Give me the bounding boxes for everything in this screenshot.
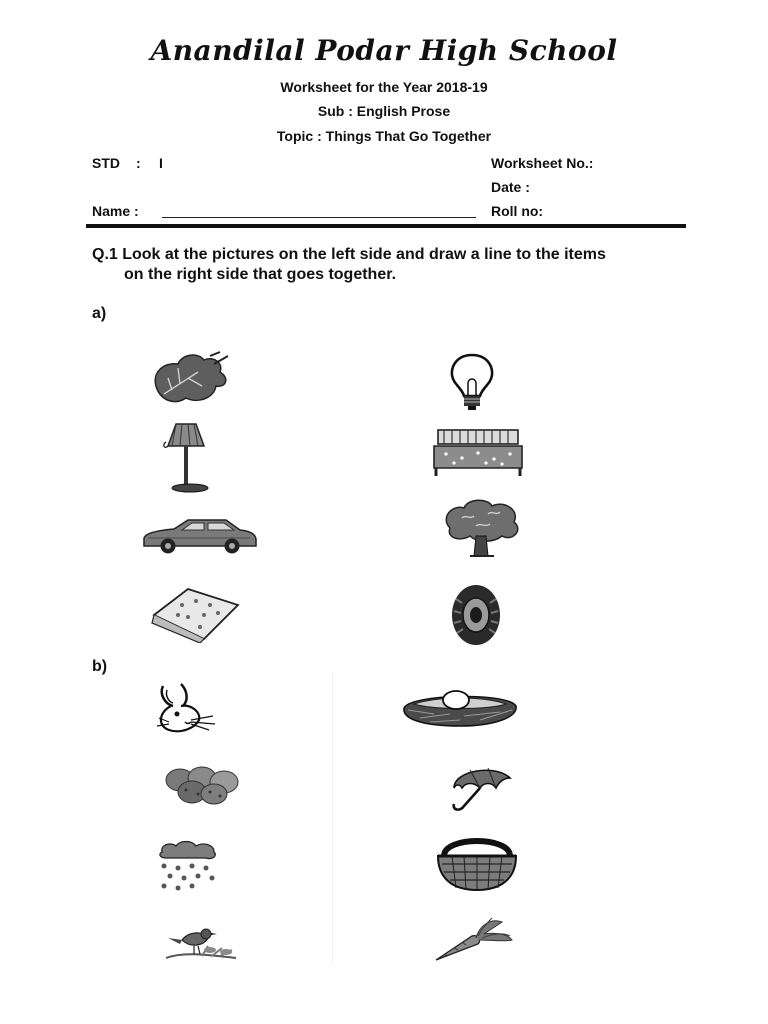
question-1-line-2: on the right side that goes together.	[124, 266, 397, 283]
std-colon: :	[136, 155, 141, 171]
subject: Sub : English Prose	[317, 103, 451, 119]
std-value: I	[159, 155, 163, 171]
worksheet-year: Worksheet for the Year 2018-19	[280, 79, 488, 95]
scan-fold-line	[332, 672, 333, 964]
name-label: Name :	[92, 203, 139, 219]
rain-cloud-icon[interactable]	[156, 838, 222, 894]
question-1	[92, 245, 652, 285]
car-icon[interactable]	[140, 516, 258, 556]
date-label: Date :	[491, 179, 530, 195]
tyre-icon[interactable]	[448, 583, 504, 647]
std-label: STD	[92, 155, 120, 171]
bird-icon[interactable]	[162, 922, 240, 964]
light-bulb-icon[interactable]	[448, 352, 496, 412]
header-divider	[86, 224, 686, 228]
worksheet-no-label: Worksheet No.:	[491, 155, 594, 171]
tree-icon[interactable]	[440, 498, 524, 560]
question-1-line-1: Q.1 Look at the pictures on the left side and draw a line to the items	[92, 246, 606, 263]
eggs-icon[interactable]	[160, 764, 242, 806]
basket-icon[interactable]	[434, 832, 520, 894]
school-name: Anandilal Podar High School	[150, 34, 618, 67]
bed-icon[interactable]	[432, 428, 524, 478]
pillow-icon[interactable]	[148, 585, 242, 643]
umbrella-icon[interactable]	[440, 762, 514, 814]
rabbit-icon[interactable]	[155, 682, 219, 734]
name-blank-line	[162, 217, 476, 218]
section-a-label: a)	[92, 305, 107, 322]
table-lamp-icon[interactable]	[158, 420, 214, 496]
topic: Topic : Things That Go Together	[276, 128, 492, 144]
roll-no-label: Roll no:	[491, 203, 544, 219]
leaf-icon[interactable]	[150, 350, 232, 408]
nest-icon[interactable]	[400, 684, 520, 730]
carrot-icon[interactable]	[432, 914, 516, 964]
section-b-label: b)	[92, 658, 108, 675]
